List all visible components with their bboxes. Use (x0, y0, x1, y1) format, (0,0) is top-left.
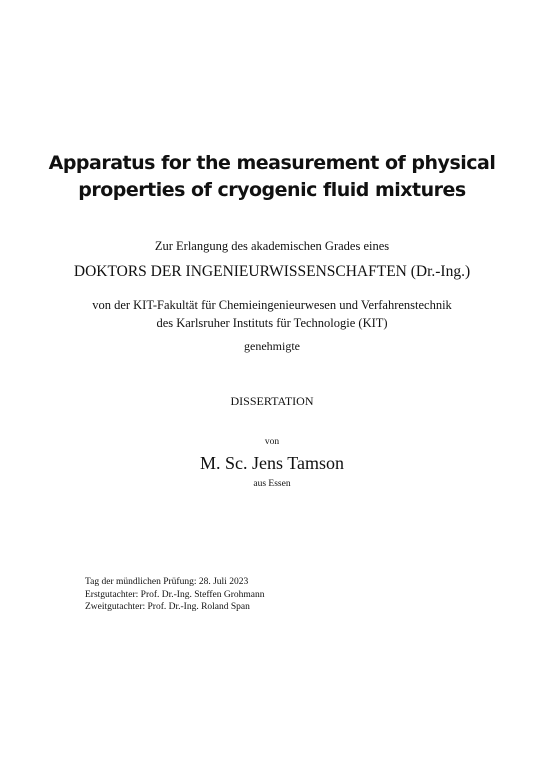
by-label: von (264, 437, 280, 447)
degree-name: DOKTORS DER INGENIEURWISSENSCHAFTEN (Dr.-Ing.) (73, 263, 471, 280)
author-origin: aus Essen (253, 479, 291, 489)
thesis-title (0, 150, 544, 204)
first-reviewer: Erstgutachter: Prof. Dr.-Ing. Steffen Grohmann (85, 589, 265, 600)
thesis-title-line-1: Apparatus for the measurement of physical (48, 152, 496, 174)
thesis-title-line-2: properties of cryogenic fluid mixtures (78, 179, 466, 201)
author-name: M. Sc. Jens Tamson (200, 453, 344, 473)
faculty-line-2: des Karlsruher Instituts für Technologie (KIT) (156, 316, 388, 330)
document-type: DISSERTATION (230, 394, 314, 408)
faculty-line-1: von der KIT-Fakultät für Chemieingenieurwesen und Verfahrenstechnik (92, 298, 452, 312)
exam-date: Tag der mündlichen Prüfung: 28. Juli 2023 (85, 577, 249, 587)
approved-text: genehmigte (244, 339, 300, 353)
exam-metadata (85, 576, 265, 614)
second-reviewer: Zweitgutachter: Prof. Dr.-Ing. Roland Span (85, 602, 250, 612)
degree-intro: Zur Erlangung des akademischen Grades eines (154, 239, 390, 253)
